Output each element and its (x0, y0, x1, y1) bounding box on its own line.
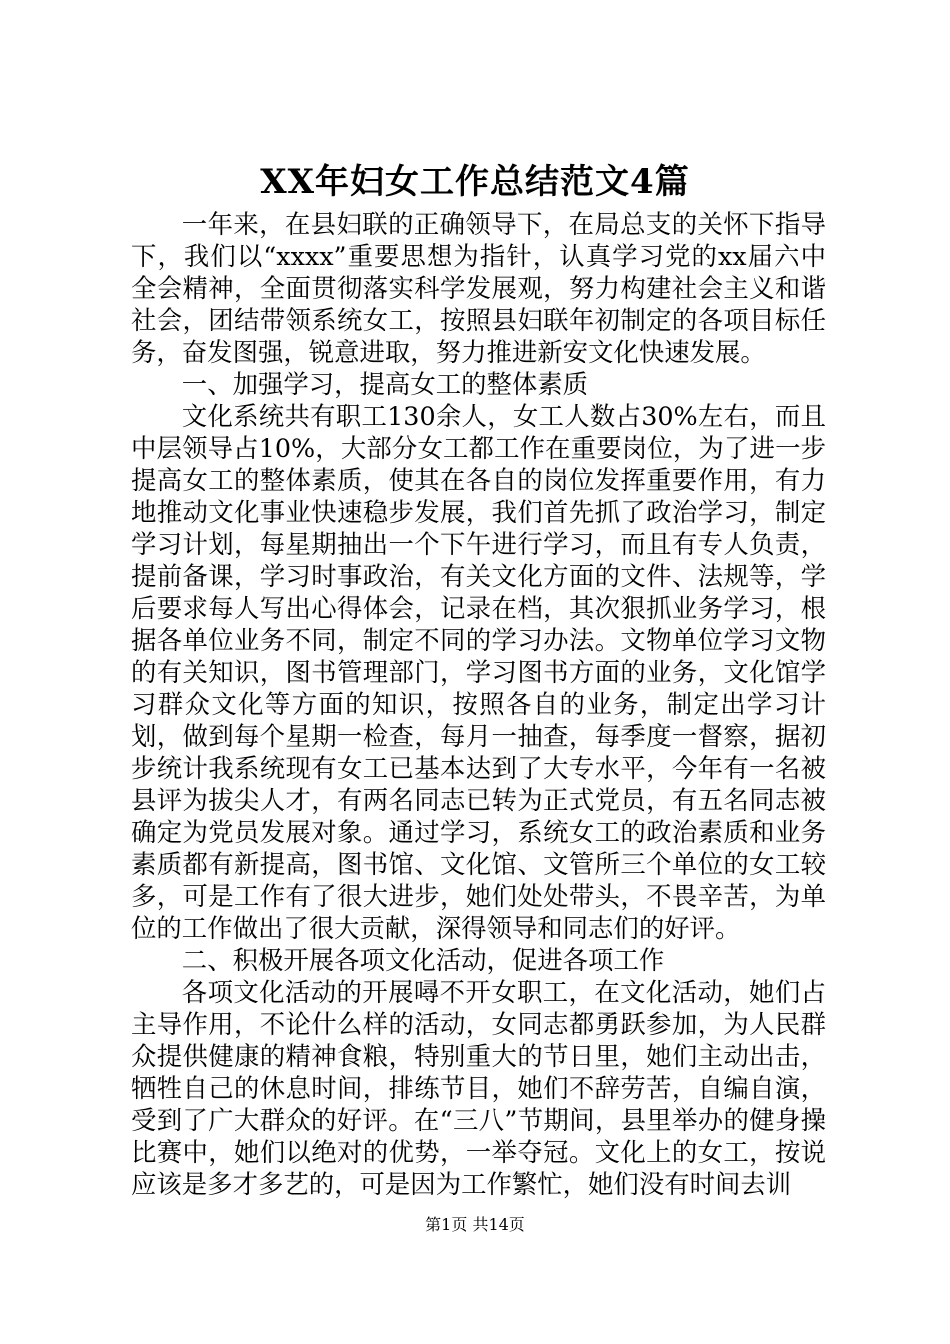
section-1-paragraph: 文化系统共有职工130余人，女工人数占30%左右，而且中层领导占10%，大部分女工都工作在重要岗位，为了进一步提高女工的整体素质，使其在各自的岗位发挥重要作用，有力地推动文化事业快速稳步发展，我们首先抓了政治学习，制定学习计划，每星期抽出一个下午进行学习，而且有专人负责，提前备课，学习时事政治，有关文化方面的文件、法规等，学后要求每人写出心得体会，记录在档，其次狠抓业务学习，根据各单位业务不同，制定不同的学习办法。文物单位学习文物的有关知识，图书管理部门，学习图书方面的业务，文化馆学习群众文化等方面的知识，按照各自的业务，制定出学习计划，做到每个星期一检查，每月一抽查，每季度一督察，据初步统计我系统现有女工已基本达到了大专水平，今年有一名被县评为拔尖人才，有两名同志已转为正式党员，有五名同志被确定为党员发展对象。通过学习，系统女工的政治素质和业务素质都有新提高，图书馆、文化馆、文管所三个单位的女工较多，可是工作有了很大进步，她们处处带头，不畏辛苦，为单位的工作做出了很大贡献，深得领导和同志们的好评。 (131, 401, 826, 943)
section-heading-2: 二、积极开展各项文化活动，促进各项工作 (181, 945, 665, 975)
section-heading-1: 一、加强学习，提高女工的整体素质 (181, 369, 589, 399)
document-title: XX年妇女工作总结范文4篇 (260, 162, 690, 202)
document-body (131, 208, 826, 1200)
section-2-paragraph: 各项文化活动的开展噚不开女职工，在文化活动，她们占主导作用，不论什么样的活动，女同志都勇跃参加，为人民群众提供健康的精神食粮，特别重大的节日里，她们主动出击，牺牲自己的休息时间，排练节目，她们不辞劳苦，自编自演，受到了广大群众的好评。在“三八”节期间，县里举办的健身操比赛中，她们以绝对的优势，一举夺冠。文化上的女工，按说应该是多才多艺的，可是因为工作繁忙，她们没有时间去训 (131, 977, 826, 1199)
page-footer: 第1页 共14页 (425, 1215, 525, 1234)
intro-paragraph: 一年来，在县妇联的正确领导下，在局总支的关怀下指导下，我们以“xxxx”重要思想为指针，认真学习党的xx届六中全会精神，全面贯彻落实科学发展观，努力构建社会主义和谐社会，团结带领系统女工，按照县妇联年初制定的各项目标任务，奋发图强，锐意进取，努力推进新安文化快速发展。 (131, 209, 826, 367)
